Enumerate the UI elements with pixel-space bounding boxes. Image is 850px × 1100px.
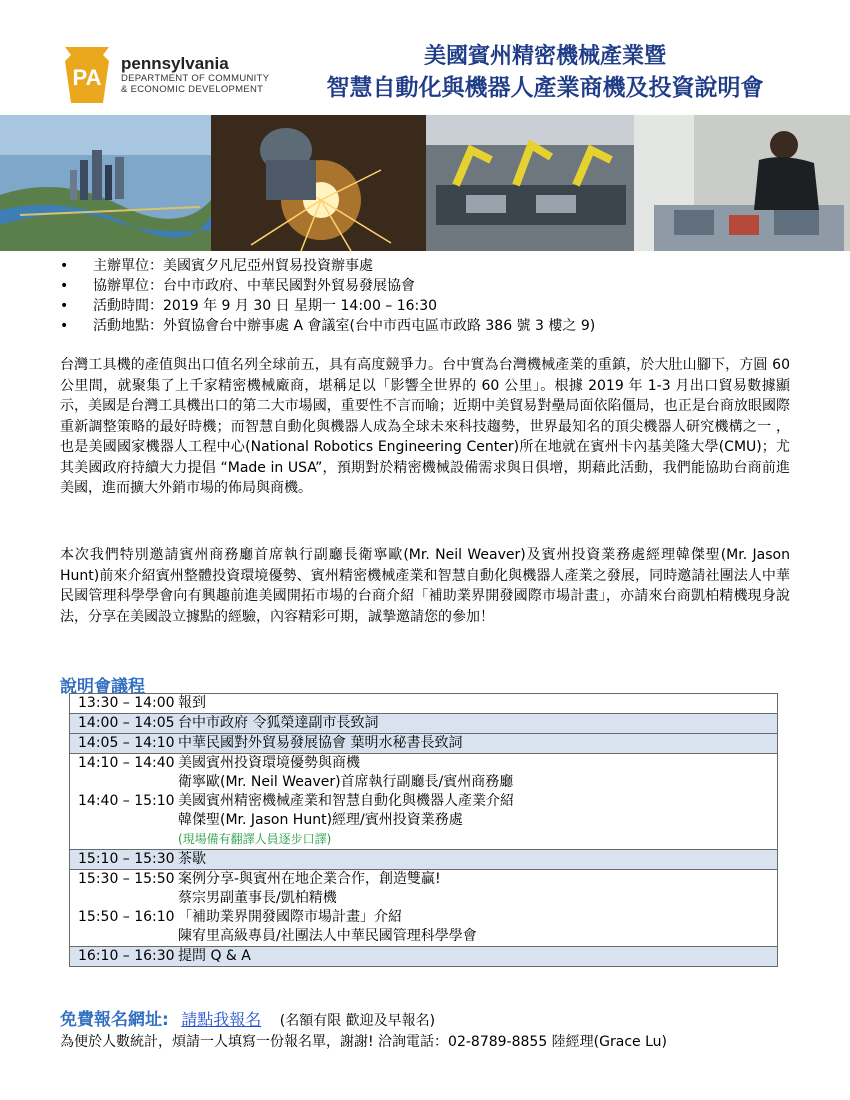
- agenda-row: [70, 714, 777, 733]
- event-organizer: • 主辦單位：美國賓夕凡尼亞州貿易投資辦事處: [60, 256, 595, 276]
- agenda-item: 台中市政府 令狐榮達副市長致詞: [178, 715, 379, 731]
- agenda-time: 14:40 – 15:10: [78, 793, 175, 809]
- agenda-item: 韓傑聖(Mr. Jason Hunt)經理/賓州投資業務處: [178, 812, 463, 828]
- agenda-time: 15:30 – 15:50: [78, 871, 175, 887]
- agenda-row: [70, 734, 777, 753]
- agenda-item: 「補助業界開發國際市場計畫」介紹: [178, 909, 402, 925]
- event-co-organizer: • 協辦單位：台中市政府、中華民國對外貿易發展協會: [60, 276, 595, 296]
- agenda-time: [78, 927, 178, 946]
- agenda-row: [70, 830, 777, 849]
- agenda-time: [78, 889, 178, 908]
- agenda-time: 14:05 – 14:10: [78, 735, 175, 751]
- agenda-row: [70, 773, 777, 792]
- intro-paragraph: 台灣工具機的產值與出口值名列全球前五，具有高度競爭力。台中實為台灣機械產業的重鎮，於大肚山腳下，方圓 60 公里間，就聚集了上千家精密機械廠商，堪稱足以「影響全世界的 60 公里」。根據 2019 年 1-3 月出口貿易數據顯示，美國是台灣工具機出口的第二大市場國，重要性不言而喻；近期中美貿易對壘局面依陷僵局，也正是台商放眼國際重新調整策略的最好時機；而智慧自動化與機器人成為全球未來科技趨勢，世界最知名的頂尖機器人研究機構之一 ，也是美國國家機器人工程中心(National Robotics Engineering Center)所在地就在賓州卡內基美隆大學(CMU)；尤其美國政府持續大力提倡 “Made in USA”，預期對於精密機械設備需求與日俱增，期藉此活動，我們能協助台商前進美國，進而擴大外銷市場的佈局與商機。: [60, 357, 790, 496]
- logo-dept-line2: & ECONOMIC DEVELOPMENT: [121, 84, 264, 95]
- agenda-row: [70, 908, 777, 927]
- agenda-item: 報到: [178, 695, 206, 711]
- agenda-row: [70, 889, 777, 908]
- logo-dept-line1: DEPARTMENT OF COMMUNITY: [121, 73, 270, 84]
- event-info-list: [60, 256, 595, 336]
- agenda-item: 案例分享-與賓州在地企業合作，創造雙贏!: [178, 871, 441, 887]
- contact-footer: 為便於人數統計，煩請一人填寫一份報名單，謝謝! 洽詢電話：02-8789-8855 陸經理(Grace Lu): [60, 1034, 667, 1050]
- agenda-block: [70, 694, 777, 714]
- title-line1: 美國賓州精密機械產業暨: [423, 44, 666, 69]
- agenda-item: 蔡宗男副董事長/凱柏精機: [178, 890, 337, 906]
- robot-assembly-line-image: [426, 115, 634, 251]
- agenda-time: 13:30 – 14:00: [78, 695, 175, 711]
- agenda-time: 16:10 – 16:30: [78, 948, 175, 964]
- invitation-paragraph: 本次我們特別邀請賓州商務廳首席執行副廳長衛寧歐(Mr. Neil Weaver)及賓州投資業務處經理韓傑聖(Mr. Jason Hunt)前來介紹賓州整體投資環境優勢、賓州精密機械產業和智慧自動化與機器人產業之發展，同時邀請社團法人中華民國管理科學學會向有興趣前進美國開拓市場的台商介紹「補助業界開發國際市場計畫」，亦請來台商凱柏精機現身說法，分享在美國設立據點的經驗，內容精彩可期，誠摯邀請您的參加！: [60, 547, 790, 625]
- agenda-row: [70, 811, 777, 830]
- keystone-logo-icon: [59, 47, 115, 103]
- agenda-row: [70, 850, 777, 869]
- agenda-item: 美國賓州精密機械產業和智慧自動化與機器人產業介紹: [178, 793, 514, 809]
- agenda-time: 15:50 – 16:10: [78, 909, 175, 925]
- registration-line: [60, 1009, 435, 1032]
- agenda-time: [78, 811, 178, 830]
- agenda-block: [70, 734, 777, 754]
- agenda-time: 14:00 – 14:05: [78, 715, 175, 731]
- agenda-item: 中華民國對外貿易發展協會 葉明水秘書長致詞: [178, 735, 463, 751]
- title-line2: 智慧自動化與機器人產業商機及投資說明會: [326, 75, 764, 101]
- logo-initials: PA: [72, 65, 102, 90]
- header: [0, 0, 850, 115]
- agenda-item: 提問 Q & A: [178, 948, 251, 964]
- agenda-table: [69, 693, 778, 967]
- agenda-block: [70, 850, 777, 870]
- agenda-note: (現場備有翻譯人員逐步口譯): [178, 832, 332, 846]
- welding-worker-image: [211, 115, 426, 251]
- agenda-item: 美國賓州投資環境優勢與商機: [178, 755, 360, 771]
- agenda-block: [70, 754, 777, 850]
- agenda-time: [78, 830, 178, 849]
- machine-shop-image: [634, 115, 850, 251]
- agenda-row: [70, 792, 777, 811]
- photo-strip: [0, 115, 850, 251]
- page-title: [300, 42, 790, 104]
- agenda-row: [70, 754, 777, 773]
- agenda-title: 說明會議程: [60, 677, 145, 697]
- logo-brand: pennsylvania: [121, 54, 229, 73]
- agenda-row: [70, 694, 777, 713]
- registration-label: 免費報名網址:: [60, 1010, 169, 1030]
- agenda-item: 茶歇: [178, 851, 206, 867]
- registration-note: (名額有限 歡迎及早報名): [279, 1013, 436, 1029]
- agenda-item: 衛寧歐(Mr. Neil Weaver)首席執行副廳長/賓州商務廳: [178, 774, 514, 790]
- agenda-time: 14:10 – 14:40: [78, 755, 175, 771]
- agenda-item: 陳宥里高級專員/社團法人中華民國管理科學學會: [178, 928, 477, 944]
- event-location: • 活動地點：外貿協會台中辦事處 A 會議室(台中市西屯區市政路 386 號 3 樓之 9): [60, 316, 595, 336]
- event-time: • 活動時間：2019 年 9 月 30 日 星期一 14:00 – 16:30: [60, 296, 595, 316]
- agenda-time: [78, 773, 178, 792]
- pa-dced-logo: [59, 47, 269, 103]
- agenda-block: [70, 947, 777, 966]
- pittsburgh-cityscape-image: [0, 115, 211, 251]
- registration-link[interactable]: 請點我報名: [181, 1010, 262, 1029]
- agenda-row: [70, 870, 777, 889]
- agenda-block: [70, 714, 777, 734]
- agenda-block: [70, 870, 777, 947]
- agenda-time: 15:10 – 15:30: [78, 851, 175, 867]
- agenda-row: [70, 947, 777, 966]
- agenda-row: [70, 927, 777, 946]
